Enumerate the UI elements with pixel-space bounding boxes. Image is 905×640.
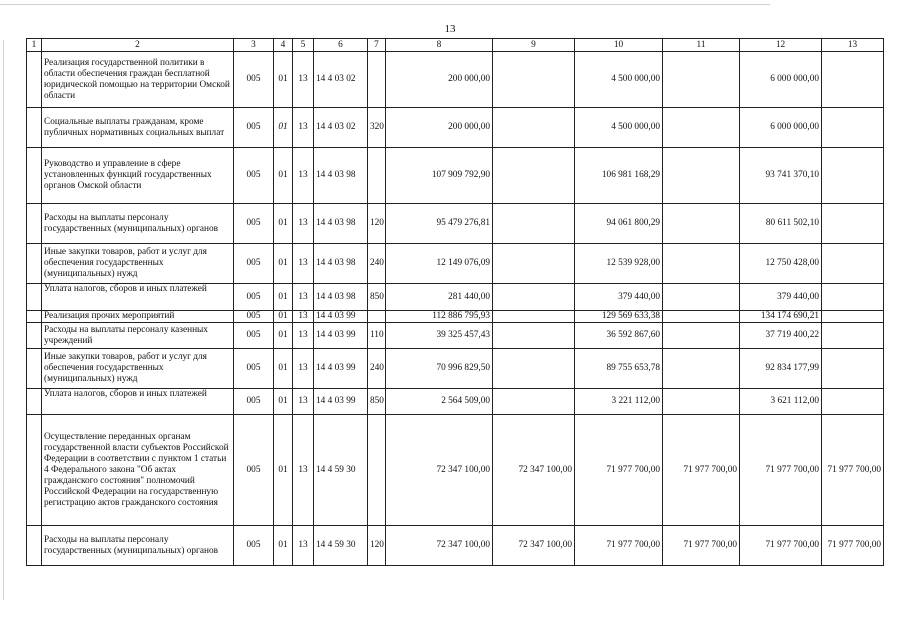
amount-col9 [493,244,575,284]
amount-col12: 6 000 000,00 [740,52,822,108]
ministry-code: 005 [234,52,274,108]
target-article-code: 14 4 03 98 [314,148,368,204]
column-number-row [27,39,884,52]
amount-col10: 4 500 000,00 [575,52,663,108]
amount-col12: 379 440,00 [740,284,822,311]
column-number: 10 [575,39,663,52]
amount-col11 [663,349,740,389]
expense-type-code [368,52,386,108]
section-code: 01 [274,204,293,244]
amount-col11 [663,284,740,311]
table-row [27,284,884,311]
section-code: 01 [274,284,293,311]
amount-col11: 71 977 700,00 [663,526,740,566]
amount-col12: 92 834 177,99 [740,349,822,389]
amount-col13: 71 977 700,00 [822,526,884,566]
table-row [27,349,884,389]
amount-col8: 200 000,00 [386,52,493,108]
scan-top-edge [0,4,770,5]
amount-col11 [663,389,740,415]
amount-col9: 72 347 100,00 [493,415,575,526]
amount-col12: 6 000 000,00 [740,108,822,148]
amount-col13 [822,148,884,204]
target-article-code: 14 4 03 98 [314,284,368,311]
subsection-code: 13 [293,526,314,566]
amount-col13: 71 977 700,00 [822,415,884,526]
expense-name: Расходы на выплаты персоналу государственных (муниципальных) органов [42,204,234,244]
row-index [27,108,42,148]
amount-col9 [493,323,575,349]
amount-col12: 12 750 428,00 [740,244,822,284]
ministry-code: 005 [234,323,274,349]
target-article-code: 14 4 03 98 [314,244,368,284]
column-number: 4 [274,39,293,52]
subsection-code: 13 [293,415,314,526]
amount-col11 [663,52,740,108]
section-code: 01 [274,389,293,415]
row-index [27,284,42,311]
column-number: 9 [493,39,575,52]
target-article-code: 14 4 59 30 [314,526,368,566]
section-code: 01 [274,148,293,204]
amount-col13 [822,323,884,349]
amount-col11 [663,323,740,349]
expense-name: Руководство и управление в сфере установленных функций государственных органов Омской области [42,148,234,204]
subsection-code: 13 [293,323,314,349]
ministry-code: 005 [234,148,274,204]
target-article-code: 14 4 03 99 [314,389,368,415]
amount-col12: 80 611 502,10 [740,204,822,244]
amount-col12: 71 977 700,00 [740,526,822,566]
amount-col13 [822,284,884,311]
expense-type-code: 240 [368,244,386,284]
amount-col11 [663,148,740,204]
ministry-code: 005 [234,526,274,566]
expense-type-code [368,311,386,323]
expense-type-code: 850 [368,284,386,311]
amount-col10: 106 981 168,29 [575,148,663,204]
ministry-code: 005 [234,108,274,148]
budget-table [26,38,884,566]
ministry-code: 005 [234,349,274,389]
expense-type-code: 120 [368,526,386,566]
table-row [27,311,884,323]
amount-col13 [822,244,884,284]
amount-col10: 129 569 633,38 [575,311,663,323]
expense-name: Расходы на выплаты персоналу казенных учреждений [42,323,234,349]
expense-type-code: 320 [368,108,386,148]
expense-name: Иные закупки товаров, работ и услуг для обеспечения государственных (муниципальных) нужд [42,349,234,389]
column-number: 13 [822,39,884,52]
amount-col8: 112 886 795,93 [386,311,493,323]
target-article-code: 14 4 59 30 [314,415,368,526]
table-row [27,526,884,566]
amount-col9 [493,389,575,415]
table-row [27,148,884,204]
amount-col11 [663,108,740,148]
page-number: 13 [444,23,456,35]
section-code: 01 [274,526,293,566]
expense-name: Уплата налогов, сборов и иных платежей [42,389,234,415]
amount-col9 [493,311,575,323]
ministry-code: 005 [234,389,274,415]
amount-col8: 107 909 792,90 [386,148,493,204]
subsection-code: 13 [293,108,314,148]
subsection-code: 13 [293,204,314,244]
section-code: 01 [274,415,293,526]
target-article-code: 14 4 03 99 [314,349,368,389]
row-index [27,415,42,526]
amount-col9 [493,284,575,311]
subsection-code: 13 [293,148,314,204]
amount-col10: 4 500 000,00 [575,108,663,148]
amount-col8: 72 347 100,00 [386,526,493,566]
subsection-code: 13 [293,349,314,389]
amount-col10: 89 755 653,78 [575,349,663,389]
subsection-code: 13 [293,244,314,284]
scan-left-edge [3,40,4,600]
column-number: 11 [663,39,740,52]
row-index [27,349,42,389]
section-code: 01 [274,323,293,349]
column-number: 12 [740,39,822,52]
table-row [27,244,884,284]
amount-col13 [822,349,884,389]
row-index [27,148,42,204]
amount-col10: 379 440,00 [575,284,663,311]
column-number: 7 [368,39,386,52]
row-index [27,244,42,284]
expense-name: Иные закупки товаров, работ и услуг для обеспечения государственных (муниципальных) нужд [42,244,234,284]
column-number: 8 [386,39,493,52]
amount-col10: 36 592 867,60 [575,323,663,349]
row-index [27,52,42,108]
column-number: 5 [293,39,314,52]
column-number: 2 [42,39,234,52]
section-code: 01 [274,244,293,284]
target-article-code: 14 4 03 99 [314,311,368,323]
expense-type-code: 110 [368,323,386,349]
expense-name: Осуществление переданных органам государственной власти субъектов Российской Федерации в соответствии с пунктом 1 статьи 4 Федерального закона "Об актах гражданского состояния" полномочий Российской Федерации на государственную регистрацию актов гражданского состояния [42,415,234,526]
table-row [27,323,884,349]
amount-col12: 93 741 370,10 [740,148,822,204]
expense-name: Реализация прочих мероприятий [42,311,234,323]
row-index [27,526,42,566]
amount-col8: 70 996 829,50 [386,349,493,389]
section-code: 01 [274,108,293,148]
table-row [27,204,884,244]
table-row [27,415,884,526]
row-index [27,323,42,349]
amount-col12: 37 719 400,22 [740,323,822,349]
expense-name: Социальные выплаты гражданам, кроме публичных нормативных социальных выплат [42,108,234,148]
amount-col10: 71 977 700,00 [575,526,663,566]
amount-col8: 95 479 276,81 [386,204,493,244]
amount-col9 [493,52,575,108]
amount-col8: 200 000,00 [386,108,493,148]
amount-col13 [822,389,884,415]
amount-col11 [663,244,740,284]
column-number: 6 [314,39,368,52]
amount-col10: 94 061 800,29 [575,204,663,244]
table-row [27,389,884,415]
amount-col11: 71 977 700,00 [663,415,740,526]
expense-name: Уплата налогов, сборов и иных платежей [42,284,234,311]
ministry-code: 005 [234,284,274,311]
table-row [27,52,884,108]
amount-col13 [822,204,884,244]
ministry-code: 005 [234,244,274,284]
target-article-code: 14 4 03 98 [314,204,368,244]
expense-type-code: 850 [368,389,386,415]
amount-col10: 12 539 928,00 [575,244,663,284]
expense-type-code [368,415,386,526]
section-code: 01 [274,349,293,389]
ministry-code: 005 [234,204,274,244]
amount-col9: 72 347 100,00 [493,526,575,566]
row-index [27,389,42,415]
amount-col9 [493,204,575,244]
section-code: 01 [274,52,293,108]
amount-col12: 71 977 700,00 [740,415,822,526]
amount-col12: 3 621 112,00 [740,389,822,415]
amount-col12: 134 174 690,21 [740,311,822,323]
expense-name: Реализация государственной политики в области обеспечения граждан бесплатной юридической помощью на территории Омской области [42,52,234,108]
amount-col9 [493,349,575,389]
row-index [27,311,42,323]
amount-col11 [663,204,740,244]
amount-col8: 39 325 457,43 [386,323,493,349]
expense-type-code: 240 [368,349,386,389]
amount-col11 [663,311,740,323]
expense-type-code: 120 [368,204,386,244]
column-number: 1 [27,39,42,52]
amount-col9 [493,148,575,204]
amount-col8: 12 149 076,09 [386,244,493,284]
amount-col10: 3 221 112,00 [575,389,663,415]
amount-col8: 72 347 100,00 [386,415,493,526]
expense-type-code [368,148,386,204]
amount-col13 [822,108,884,148]
subsection-code: 13 [293,52,314,108]
amount-col8: 281 440,00 [386,284,493,311]
target-article-code: 14 4 03 99 [314,323,368,349]
expense-name: Расходы на выплаты персоналу государственных (муниципальных) органов [42,526,234,566]
subsection-code: 13 [293,284,314,311]
column-number: 3 [234,39,274,52]
ministry-code: 005 [234,415,274,526]
subsection-code: 13 [293,311,314,323]
amount-col13 [822,52,884,108]
target-article-code: 14 4 03 02 [314,52,368,108]
amount-col13 [822,311,884,323]
amount-col10: 71 977 700,00 [575,415,663,526]
ministry-code: 005 [234,311,274,323]
subsection-code: 13 [293,389,314,415]
amount-col8: 2 564 509,00 [386,389,493,415]
row-index [27,204,42,244]
section-code: 01 [274,311,293,323]
amount-col9 [493,108,575,148]
target-article-code: 14 4 03 02 [314,108,368,148]
table-row [27,108,884,148]
